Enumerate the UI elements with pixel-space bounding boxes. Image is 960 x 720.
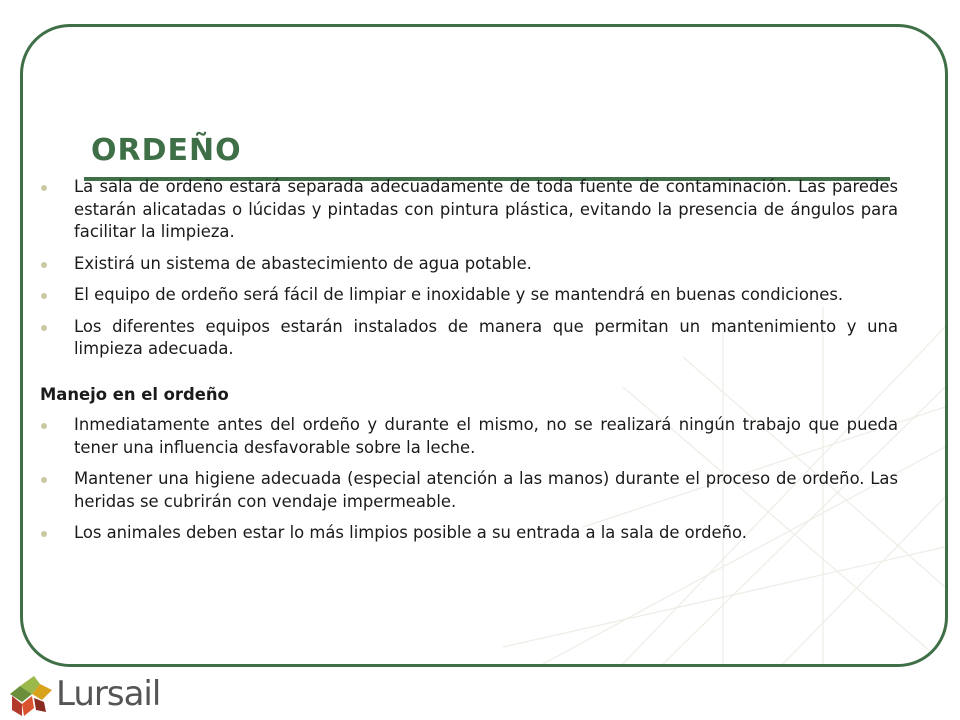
dot-bullet-icon (41, 477, 47, 483)
lursail-logo-icon (8, 672, 54, 718)
slide-content (40, 176, 898, 554)
list-item: Los animales deben estar lo más limpios posible a su entrada a la sala de ordeño. (40, 522, 898, 545)
logo (8, 672, 208, 718)
list-item: Mantener una higiene adecuada (especial atención a las manos) durante el proceso de ordeño. Las heridas se cubrirán con vendaje impermeable. (40, 468, 898, 513)
list-item: Inmediatamente antes del ordeño y durante el mismo, no se realizará ningún trabajo que pueda tener una influencia desfavorable sobre la leche. (40, 414, 898, 459)
logo-text: Lursail (56, 674, 161, 714)
section-subheading: Manejo en el ordeño (40, 384, 229, 404)
list-item: La sala de ordeño estará separada adecuadamente de toda fuente de contaminación. Las paredes estarán alicatadas o lúcidas y pintadas con pintura plástica, evitando la presencia de ángulos para facilitar la limpieza. (40, 176, 898, 244)
list-item: Los diferentes equipos estarán instalados de manera que permitan un mantenimiento y una limpieza adecuada. (40, 316, 898, 361)
slide-title: ORDEÑO (91, 133, 242, 168)
dot-bullet-icon (41, 185, 47, 191)
sub-bullet-list (40, 414, 898, 545)
dot-bullet-icon (41, 262, 47, 268)
main-bullet-list (40, 176, 898, 361)
list-item: Existirá un sistema de abastecimiento de agua potable. (40, 253, 898, 276)
dot-bullet-icon (41, 423, 47, 429)
dot-bullet-icon (41, 531, 47, 537)
dot-bullet-icon (41, 325, 47, 331)
dot-bullet-icon (41, 293, 47, 299)
list-item: El equipo de ordeño será fácil de limpiar e inoxidable y se mantendrá en buenas condiciones. (40, 284, 898, 307)
